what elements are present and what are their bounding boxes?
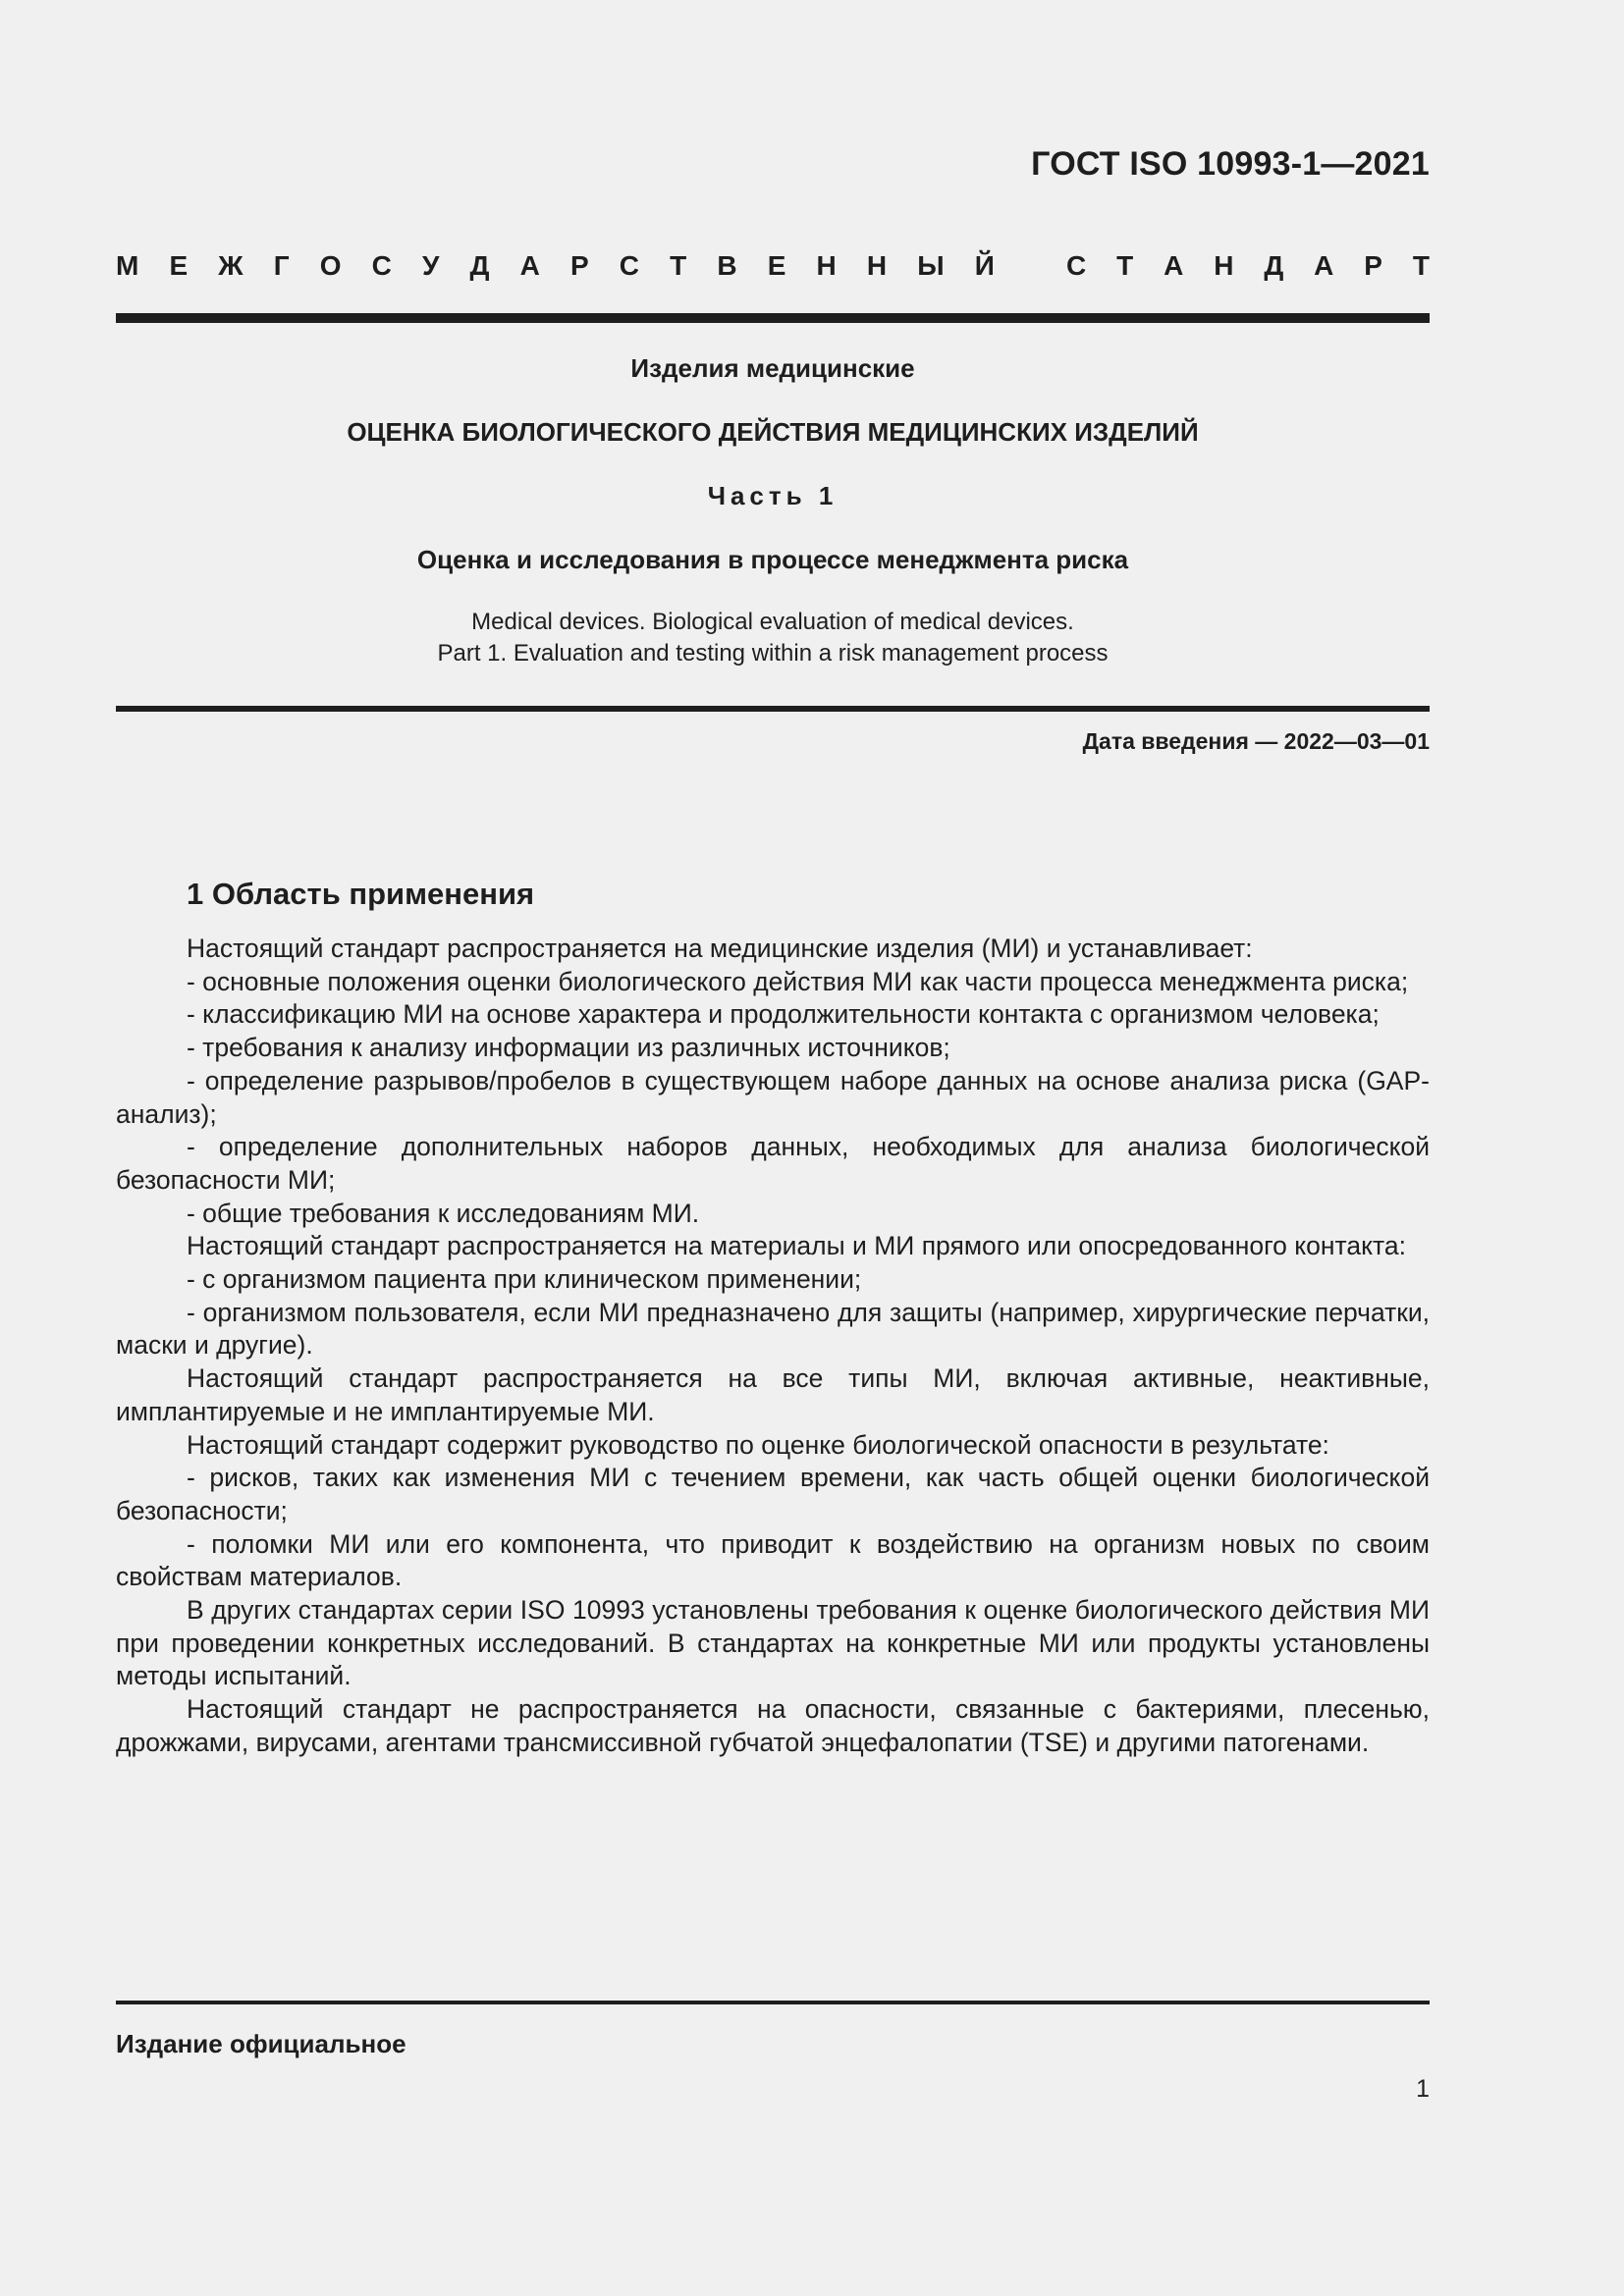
standard-kind-heading [116,250,1430,282]
title-part: Часть 1 [707,481,839,510]
letter: Е [169,250,189,281]
letter: М [116,250,139,281]
title-main: ОЦЕНКА БИОЛОГИЧЕСКОГО ДЕЙСТВИЯ МЕДИЦИНСКИХ ИЗДЕЛИЙ [347,417,1199,447]
letter: Д [469,250,490,281]
letter: А [519,250,540,281]
letter: А [1314,250,1334,281]
intro-date: Дата введения — 2022—03—01 [1082,728,1430,754]
paragraph: Настоящий стандарт распространяется на медицинские изделия (МИ) и устанавливает: [187,934,1253,963]
letter: Д [1264,250,1284,281]
list-item: - определение разрывов/пробелов в существующем наборе данных на основе анализа риска (GAP-анализ); [116,1065,1430,1129]
page-number: 1 [1416,2075,1430,2103]
letter: С [371,250,392,281]
letter: Е [767,250,786,281]
letter: О [319,250,342,281]
list-item: - поломки МИ или его компонента, что приводит к воздействию на организм новых по своим свойствам материалов. [116,1528,1430,1592]
paragraph: В других стандартах серии ISO 10993 установлены требования к оценке биологического действия МИ при проведении конкретных исследований. В стандартах на конкретные МИ или продукты установлены методы испытаний. [116,1595,1430,1691]
letter: С [1066,250,1087,281]
letter: Т [670,250,687,281]
list-item: - организмом пользователя, если МИ предназначено для защиты (например, хирургические перчатки, маски и другие). [116,1297,1430,1361]
letter: Ж [218,250,244,281]
list-item: - с организмом пациента при клиническом применении; [187,1264,862,1295]
list-item: - рисков, таких как изменения МИ с течением времени, как часть общей оценки биологической безопасности; [116,1463,1430,1525]
list-item: - основные положения оценки биологического действия МИ как части процесса менеджмента риска; [187,966,1409,996]
title-english-line: Part 1. Evaluation and testing within a risk management process [437,640,1109,667]
letter: Н [1214,250,1234,281]
standard-kind-word-standard [1066,250,1430,282]
footer-divider [116,2001,1430,2004]
title-english-line: Medical devices. Biological evaluation of medical devices. [471,609,1074,635]
list-item: - общие требования к исследованиям МИ. [187,1198,700,1228]
title-subtitle: Оценка и исследования в процессе менеджмента риска [416,545,1129,574]
paragraph: Настоящий стандарт распространяется на все типы МИ, включая активные, неактивные, имплантируемые и не имплантируемые МИ. [116,1363,1430,1426]
letter: Н [866,250,888,281]
standard-kind-word-interstate [116,250,995,282]
letter: Ы [917,250,945,281]
letter: Т [1412,250,1430,281]
letter: Т [1116,250,1134,281]
title-divider [116,706,1430,712]
paragraph: Настоящий стандарт распространяется на материалы и МИ прямого или опосредованного контакта: [187,1231,1406,1261]
letter: А [1164,250,1184,281]
list-item: - требования к анализу информации из различных источников; [187,1033,950,1063]
section-body [116,933,1430,1760]
title-english [116,607,1430,669]
letter: Р [1364,250,1382,281]
document-number: ГОСТ ISO 10993-1—2021 [1031,145,1430,183]
list-item: - определение дополнительных наборов данных, необходимых для анализа биологической безопасности МИ; [116,1132,1430,1195]
letter: Г [273,250,290,281]
paragraph: Настоящий стандарт не распространяется на опасности, связанные с бактериями, плесенью, дрожжами, вирусами, агентами трансмиссивной губчатой энцефалопатии (TSE) и другими патогенами. [116,1694,1430,1757]
paragraph: Настоящий стандарт содержит руководство по оценке биологической опасности в результате: [187,1429,1329,1460]
letter: В [717,250,737,281]
top-divider [116,313,1430,323]
section-heading: 1 Область применения [187,877,535,911]
letter: С [619,250,639,281]
letter: Й [974,250,995,281]
letter: У [421,250,440,281]
letter: Р [569,250,589,281]
list-item: - классификацию МИ на основе характера и продолжительности контакта с организмом человека; [187,999,1380,1030]
title-subject: Изделия медицинские [630,353,915,383]
edition-label: Издание официальное [116,2029,406,2058]
letter: Н [816,250,837,281]
